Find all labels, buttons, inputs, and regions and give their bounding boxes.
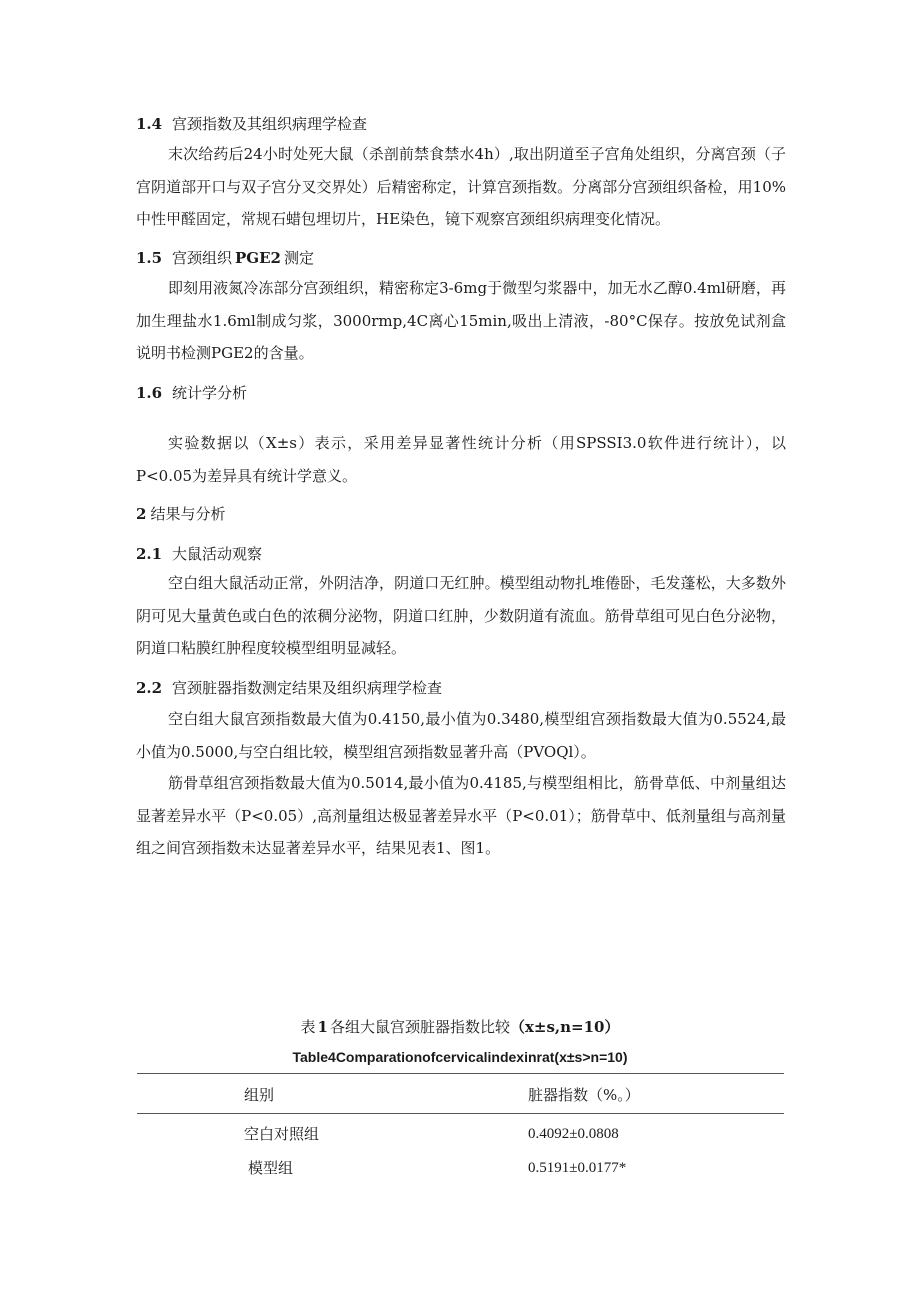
section-title: 宫颈组织 [172,249,233,267]
section-number: 2 [136,505,147,523]
section-heading-2-2 [136,678,442,698]
table-header-group: 组别 [244,1086,275,1104]
section-number: 1.4 [136,115,163,133]
section-heading-2-1 [136,544,262,564]
table-caption-prefix: 表 [300,1018,316,1036]
table-caption [0,1017,920,1037]
section-heading-1-6 [136,383,247,403]
section-title: 结果与分析 [150,505,226,523]
table-row-2-group: 模型组 [248,1159,294,1177]
paragraph-1-4: 末次给药后24小时处死大鼠（杀剖前禁食禁水4h）,取出阴道至子宫角处组织，分离宫颈（子宫阴道部开口与双子宫分叉交界处）后精密称定，计算宫颈指数。分离部分宫颈组织备检，用10%中性甲醛固定，常规石蜡包埋切片，HE染色，镜下观察宫颈组织病理变化情况。 [136,145,786,228]
table-row-1-value: 0.4092±0.0808 [528,1126,619,1142]
section-number: 2.1 [136,545,163,563]
paragraph-2-1: 空白组大鼠活动正常，外阴洁净，阴道口无红肿。模型组动物扎堆倦卧，毛发蓬松，大多数外阴可见大量黄色或白色的浓稠分泌物，阴道口红肿，少数阴道有流血。筋骨草组可见白色分泌物，阴道口粘膜红肿程度较模型组明显减轻。 [136,574,786,657]
section-title-tail: 测定 [283,249,314,267]
paragraph-1-6: 实验数据以（X±s）表示，采用差异显著性统计分析（用SPSSI3.0软件进行统计），以P<0.05为差异具有统计学意义。 [136,434,786,485]
section-title: 宫颈脏器指数测定结果及组织病理学检查 [172,679,443,697]
table-caption-english: Table4Comparationofcervicalindexinrat(x±s>n=10) [292,1049,628,1065]
section-title: 统计学分析 [172,384,248,402]
section-title-bold: PGE2 [235,249,281,267]
section-number: 1.5 [136,249,163,267]
section-number: 1.6 [136,384,163,402]
table-header-index: 脏器指数（%。） [528,1086,640,1104]
section-heading-2 [136,504,225,524]
section-number: 2.2 [136,679,163,697]
paragraph-2-2-a: 空白组大鼠宫颈指数最大值为0.4150,最小值为0.3480,模型组宫颈指数最大值为0.5524,最小值为0.5000,与空白组比较，模型组宫颈指数显著升高（PVOQl）。 [136,710,786,761]
table-caption-number: 1 [317,1018,328,1036]
table-header-rule [137,1113,784,1114]
table-top-rule [137,1073,784,1074]
table-row-2-value: 0.5191±0.0177* [528,1160,627,1176]
section-title: 宫颈指数及其组织病理学检查 [172,115,368,133]
section-heading-1-4 [136,114,367,134]
section-heading-1-5 [136,248,314,268]
table-caption-text: 各组大鼠宫颈脏器指数比较 [329,1018,510,1036]
table-row-1-group: 空白对照组 [244,1125,320,1143]
section-title: 大鼠活动观察 [172,545,263,563]
paragraph-1-5: 即刻用液氮冷冻部分宫颈组织，精密称定3-6mg于微型匀浆器中，加无水乙醇0.4ml研磨，再加生理盐水1.6ml制成匀浆，3000rmp,4C离心15min,吸出上清液，-80°C保存。按放免试剂盒说明书检测PGE2的含量。 [136,279,786,362]
table-caption-stat: （x±s,n=10） [509,1018,620,1036]
paragraph-2-2-b: 筋骨草组宫颈指数最大值为0.5014,最小值为0.4185,与模型组相比，筋骨草低、中剂量组达显著差异水平（P<0.05）,高剂量组达极显著差异水平（P<0.01）；筋骨草中、低剂量组与高剂量组之间宫颈指数未达显著差异水平，结果见表1、图1。 [136,774,786,857]
